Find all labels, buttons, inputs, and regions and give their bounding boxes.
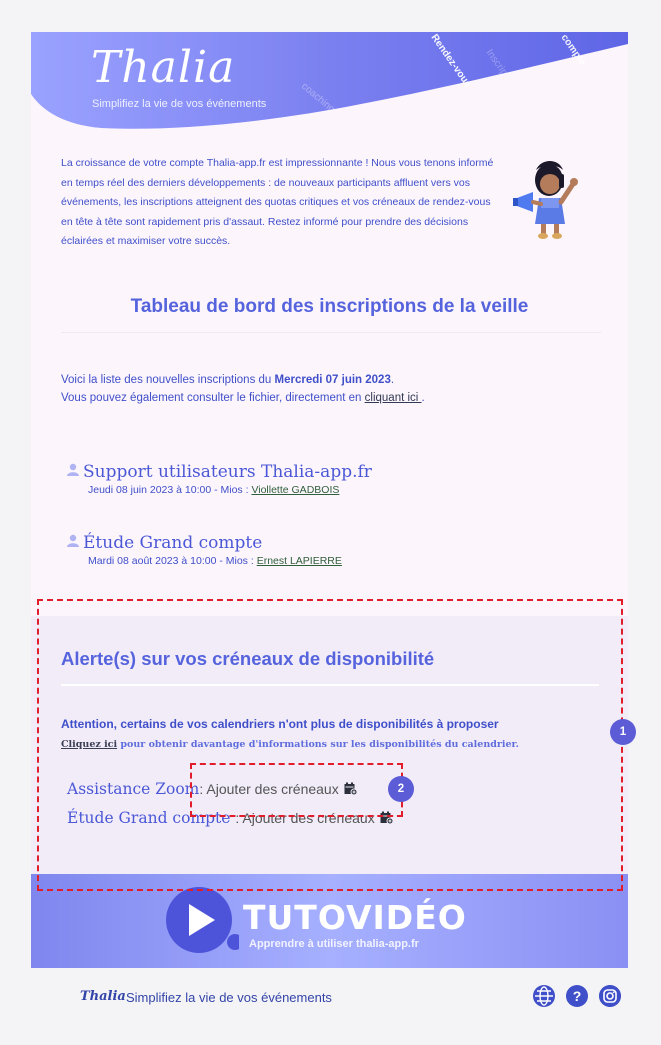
list-intro: [61, 371, 425, 407]
event-item: [67, 533, 342, 567]
instagram-icon[interactable]: [599, 985, 621, 1007]
list-intro-prefix: Voici la liste des nouvelles inscriptions du: [61, 374, 275, 386]
add-slots-link[interactable]: Ajouter des créneaux: [242, 810, 375, 826]
event-title: Support utilisateurs Thalia-app.fr: [83, 462, 372, 482]
watermark-word: coaching: [299, 80, 337, 116]
divider: [61, 332, 601, 333]
person-icon: [67, 534, 79, 547]
participant-link[interactable]: Ernest LAPIERRE: [256, 555, 342, 567]
globe-icon[interactable]: [533, 985, 555, 1007]
add-slots-link[interactable]: Ajouter des créneaux: [206, 781, 339, 797]
annotation-badge-2: 2: [388, 776, 414, 802]
event-title-row: [67, 533, 342, 553]
header-tagline: Simplifiez la vie de vos événements: [92, 98, 267, 110]
tutovideo-title: TUTOVIDÉO: [243, 898, 467, 937]
list-intro-line2: Vous pouvez également consulter le fichier, directement en: [61, 392, 365, 404]
help-icon[interactable]: ?: [566, 985, 588, 1007]
mascot-megaphone-illustration: [511, 154, 586, 239]
event-item: [67, 462, 372, 496]
alert-more-link[interactable]: Cliquez ici: [61, 739, 118, 750]
footer: [80, 985, 628, 1011]
event-datetime: Mardi 08 août 2023 à 10:00 - Mios :: [88, 555, 257, 567]
intro-paragraph: La croissance de votre compte Thalia-app.fr est impressionnante ! Nous vous tenons informé en temps réel des derniers développements : de nouveaux participants affluent vers vos événements, les inscriptions atteignent des quotas critiques et vos créneaux de rendez-vous en tête à tête sont rapidement pris d'assaut. Restez informé pour prendre des décisions éclairées et maximiser votre succès.: [61, 157, 494, 247]
event-title: Étude Grand compte: [83, 533, 263, 553]
dashboard-title: Tableau de bord des inscriptions de la veille: [130, 296, 529, 317]
annotation-box-2: [190, 763, 403, 817]
list-intro-suffix: .: [390, 374, 395, 386]
footer-logo[interactable]: Thalia: [80, 989, 126, 1004]
calendar-name: Assistance Zoom: [67, 780, 200, 798]
event-meta: [88, 484, 372, 496]
calendar-separator: :: [199, 781, 207, 797]
footer-tagline: Simplifiez la vie de vos événements: [126, 990, 332, 1005]
alert-more-text: pour obtenir davantage d'informations sur les disponibilités du calendrier.: [117, 739, 519, 750]
annotation-box-1: [37, 599, 623, 891]
file-link[interactable]: cliquant ici: [364, 392, 422, 404]
calendar-name: Étude Grand compte: [67, 809, 236, 827]
header-banner: [31, 32, 628, 142]
calendar-separator: :: [235, 810, 243, 826]
thalia-logo[interactable]: Thalia: [91, 42, 236, 93]
watermark-word: Inscriptions: [483, 47, 522, 96]
watermark-word: compte: [558, 32, 588, 68]
event-datetime: Jeudi 08 juin 2023 à 10:00 - Mios :: [88, 484, 252, 496]
event-title-row: [67, 462, 372, 482]
person-icon: [67, 463, 79, 476]
alert-warning: Attention, certains de vos calendriers n'ont plus de disponibilités à proposer: [61, 717, 499, 731]
list-intro-line2-suffix: .: [421, 392, 425, 404]
event-meta: [88, 555, 342, 567]
tutovideo-subtitle: Apprendre à utiliser thalia-app.fr: [249, 938, 419, 950]
alert-title: Alerte(s) sur vos créneaux de disponibilité: [61, 648, 435, 669]
watermark-word: Rendez-vous: [428, 32, 474, 90]
annotation-badge-1: 1: [610, 719, 636, 745]
participant-link[interactable]: Viollette GADBOIS: [251, 484, 340, 496]
list-intro-date: Mercredi 07 juin 2023: [274, 374, 391, 386]
